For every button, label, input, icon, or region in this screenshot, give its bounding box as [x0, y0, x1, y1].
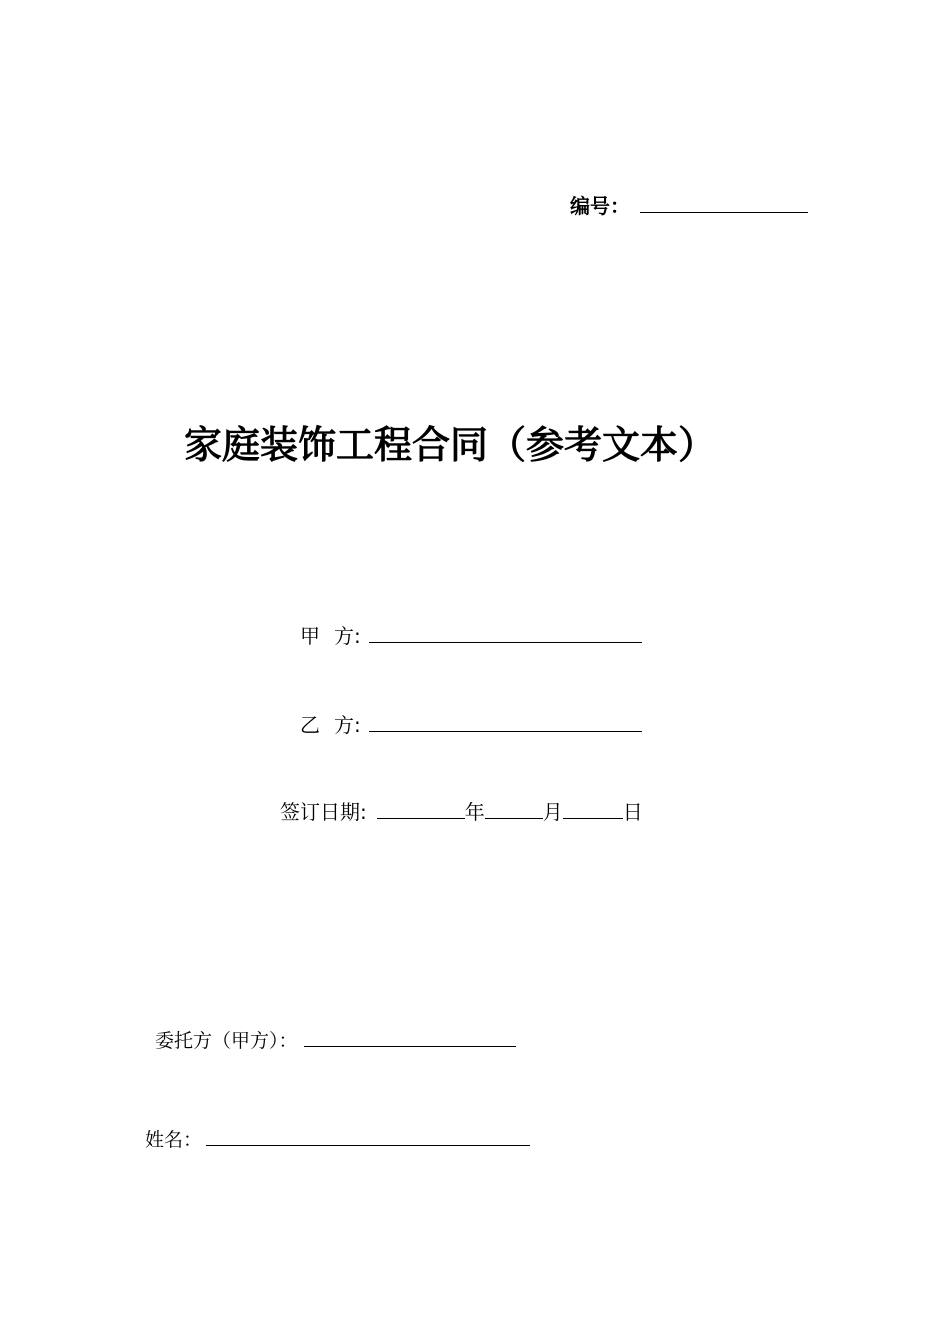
party-b-label-char2: 方: [334, 713, 354, 737]
party-b-blank[interactable]: [369, 730, 642, 732]
party-a-label-char2: 方: [334, 624, 354, 648]
party-b-colon: :: [354, 713, 361, 737]
document-number-field: [570, 190, 808, 219]
sign-year-unit: 年: [464, 800, 485, 824]
sign-date-field: [280, 796, 643, 825]
name-field: [145, 1125, 530, 1152]
sign-year-blank[interactable]: [377, 817, 465, 819]
party-a-blank[interactable]: [369, 641, 642, 643]
party-a-colon: :: [354, 624, 361, 648]
party-b-label-char1: 乙: [300, 713, 320, 737]
sign-day-blank[interactable]: [563, 817, 623, 819]
page-title: 家庭装饰工程合同（参考文本）: [184, 423, 717, 467]
client-label: 委托方（甲方）：: [155, 1030, 298, 1052]
sign-day-unit: 日: [622, 800, 643, 824]
sign-month-blank[interactable]: [485, 817, 543, 819]
sign-date-label: 签订日期:: [280, 800, 367, 824]
sign-month-unit: 月: [542, 800, 563, 824]
name-blank[interactable]: [206, 1144, 530, 1146]
party-a-field: [300, 620, 642, 649]
client-field: [155, 1026, 516, 1053]
client-blank[interactable]: [304, 1045, 516, 1047]
party-b-field: [300, 709, 642, 738]
document-number-label: 编号：: [570, 194, 630, 218]
party-a-label-char1: 甲: [300, 624, 320, 648]
name-label: 姓名：: [145, 1129, 203, 1151]
document-number-blank[interactable]: [640, 211, 808, 213]
